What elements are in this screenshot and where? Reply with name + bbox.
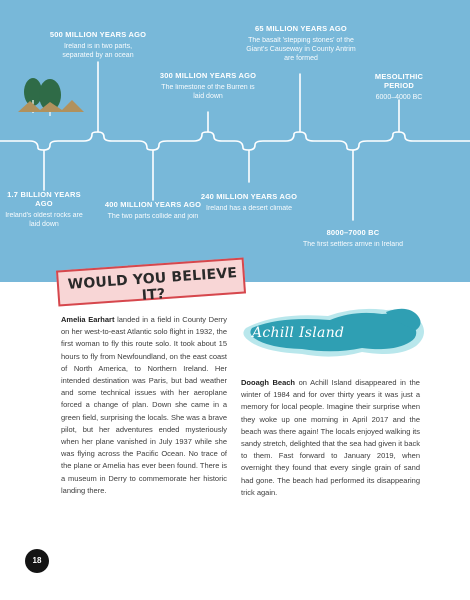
story-amelia-earhart bbox=[61, 314, 227, 497]
page-number: 18 bbox=[25, 549, 49, 573]
timeline-event-7 bbox=[303, 228, 403, 249]
event-description: Ireland has a desert climate bbox=[206, 205, 292, 212]
event-description: The two parts collide and join bbox=[107, 213, 199, 220]
timeline-event-4 bbox=[158, 71, 258, 101]
timeline-event-2 bbox=[48, 30, 148, 60]
event-date: 1.7 BILLION YEARS AGO bbox=[7, 190, 81, 208]
event-date: 8000–7000 BC bbox=[326, 228, 380, 237]
timeline-event-6 bbox=[244, 24, 358, 63]
timeline-event-5 bbox=[199, 192, 299, 213]
map-label: Achill Island bbox=[252, 325, 345, 341]
story-title: Dooagh Beach bbox=[241, 378, 296, 387]
feature-heading: WOULD YOU BELIEVE IT? bbox=[67, 265, 238, 304]
event-date: 500 MILLION YEARS AGO bbox=[49, 30, 147, 39]
event-date: MESOLITHIC PERIOD bbox=[374, 72, 424, 90]
timeline-event-3 bbox=[103, 200, 203, 221]
story-body: on Achill Island disappeared in the winter of 1984 and for over thirty years it was just a memory for local people. Imagine their surprise when they woke up one morning in April 2017 and the beach was there again! The locals enjoyed walking its sandy stretch, delighted that the sea had given it back to them. Fast forward to January 2019, when overnight they found that every single grain of sand had gone. The beach had performed its disappearing trick again. bbox=[241, 378, 420, 497]
timeline-event-1 bbox=[0, 190, 88, 229]
story-dooagh-beach bbox=[241, 377, 420, 499]
event-description: 6000–4000 BC bbox=[375, 94, 423, 101]
trees-and-hills-illustration bbox=[18, 78, 84, 116]
event-description: Ireland's oldest rocks are laid down bbox=[5, 212, 83, 228]
event-description: Ireland is in two parts, separated by an ocean bbox=[62, 43, 134, 59]
event-date: 65 MILLION YEARS AGO bbox=[255, 24, 347, 33]
story-body: landed in a field in County Derry on her west-to-east Atlantic solo flight in 1932, the first woman to fly this route solo. It took about 15 hours to fly from Newfoundland, on the east coast of North America, to Northern Ireland. Her intended destination was Paris, but bad weather and some technical issues with her aeroplane forced a change of plan. Down she came in a green field, surprising the locals. She was a brave pilot, but her adventures ended mysteriously when her plane vanished in July 1937 while she was flying across the Pacific Ocean. No trace of the plane or Amelia has ever been found. There is a museum in Derry to commemorate her historic landing there. bbox=[61, 315, 227, 495]
timeline-band bbox=[0, 0, 470, 282]
story-title: Amelia Earhart bbox=[61, 315, 115, 324]
timeline-event-8 bbox=[364, 72, 434, 102]
event-date: 240 MILLION YEARS AGO bbox=[200, 192, 298, 201]
timeline-line bbox=[0, 132, 470, 150]
event-date: 300 MILLION YEARS AGO bbox=[159, 71, 257, 80]
event-date: 400 MILLION YEARS AGO bbox=[104, 200, 202, 209]
event-description: The basalt 'stepping stones' of the Giant's Causeway in County Antrim are formed bbox=[246, 37, 356, 62]
event-description: The limestone of the Burren is laid down bbox=[161, 84, 255, 100]
event-description: The first settlers arrive in Ireland bbox=[303, 241, 403, 248]
